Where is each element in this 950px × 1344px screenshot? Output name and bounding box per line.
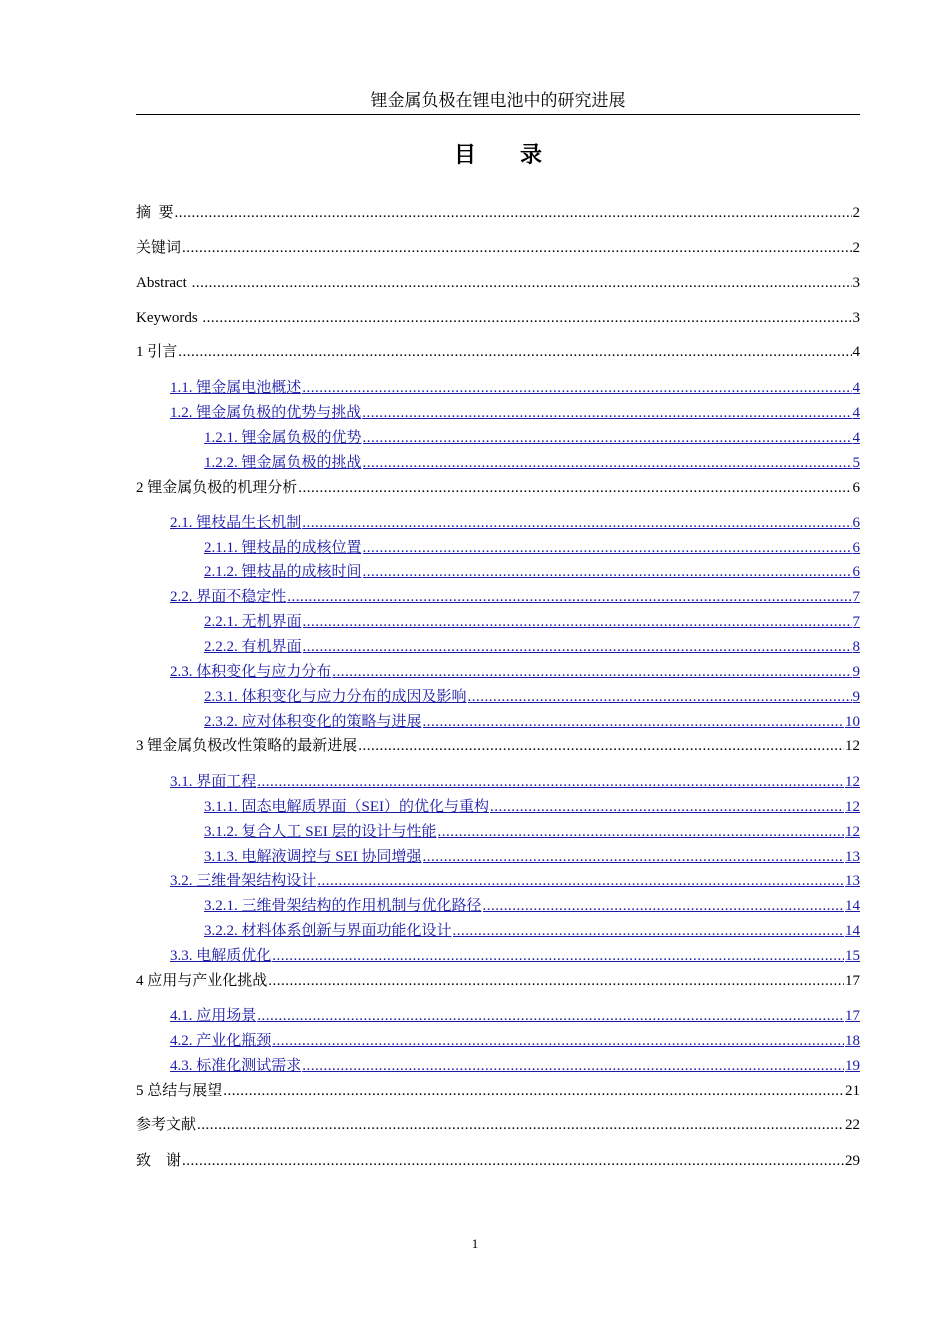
dot-leader [302,1055,844,1077]
toc-entry-label: 摘 要 [136,205,174,221]
toc-entry[interactable] [170,870,860,892]
toc-title: 目录 [453,143,586,168]
toc-entry-page: 8 [852,639,860,655]
toc-entry[interactable] [170,586,860,608]
toc-entry[interactable] [204,846,860,868]
toc-entry[interactable] [170,512,860,534]
toc-entry-label: 3.2.1. 三维骨架结构的作用机制与优化路径 [204,898,482,914]
toc-entry-label: 2.1. 锂枝晶生长机制 [170,515,302,531]
dot-leader [363,561,852,583]
dot-leader [175,202,852,224]
toc-entry-page: 10 [845,714,860,730]
toc-entry-page: 4 [852,344,860,360]
toc-entry [136,1114,860,1136]
toc-entry[interactable] [204,920,860,942]
toc-entry-label: 1 引言 [136,344,178,360]
toc-entry-label: 2.3.2. 应对体积变化的策略与进展 [204,714,422,730]
toc-entry[interactable] [204,821,860,843]
toc-entry-page: 14 [845,923,860,939]
toc-entry-label: 3.2.2. 材料体系创新与界面功能化设计 [204,923,452,939]
toc-entry-page: 13 [845,873,860,889]
toc-entry-label: 1.2. 锂金属负极的优势与挑战 [170,405,362,421]
toc-entry[interactable] [204,796,860,818]
dot-leader [317,870,844,892]
toc-entry-label: Keywords [136,310,202,326]
toc-entry-label: 2.2.2. 有机界面 [204,639,302,655]
toc-entry[interactable] [170,945,860,967]
toc-entry[interactable] [204,636,860,658]
dot-leader [178,341,851,363]
toc-entry [136,341,860,363]
toc-entry[interactable] [204,452,860,474]
toc-entry[interactable] [204,895,860,917]
toc-entry[interactable] [170,1055,860,1077]
toc-entry-page: 19 [845,1058,860,1074]
dot-leader [287,586,851,608]
dot-leader [202,307,851,329]
toc-entry[interactable] [170,402,860,424]
dot-leader [332,661,851,683]
toc-entry-label: 2.2.1. 无机界面 [204,614,302,630]
toc-entry-label: 1.2.2. 锂金属负极的挑战 [204,455,362,471]
toc-entry-page: 15 [845,948,860,964]
dot-leader [423,711,844,733]
toc-entry-label: 2.1.1. 锂枝晶的成核位置 [204,540,362,556]
dot-leader [363,452,852,474]
toc-entry-label: 3.3. 电解质优化 [170,948,272,964]
toc-entry[interactable] [170,771,860,793]
toc-entry-page: 17 [845,973,860,989]
toc-entry[interactable] [170,377,860,399]
toc-entry-page: 12 [845,774,860,790]
toc-entry [136,272,860,294]
dot-leader [272,1030,844,1052]
dot-leader [483,895,844,917]
toc-entry-label: 3 锂金属负极改性策略的最新进展 [136,738,358,754]
toc-entry-page: 4 [852,380,860,396]
toc-entry-label: 4 应用与产业化挑战 [136,973,268,989]
dot-leader [182,1150,844,1172]
toc-entry-label: 2.3. 体积变化与应力分布 [170,664,332,680]
toc-entry-page: 4 [852,405,860,421]
dot-leader [303,636,852,658]
toc-entry-label: 致 谢 [136,1153,182,1169]
toc-entry [136,1080,860,1102]
dot-leader [257,771,844,793]
toc-entry-label: Abstract [136,275,191,291]
toc-entry-page: 5 [852,455,860,471]
toc-entry-label: 2.2. 界面不稳定性 [170,589,287,605]
toc-entry[interactable] [204,611,860,633]
toc-entry-page: 9 [852,689,860,705]
toc-entry-page: 6 [852,480,860,496]
toc-entry-page: 4 [852,430,860,446]
toc-entry[interactable] [170,661,860,683]
toc-entry-page: 12 [845,799,860,815]
dot-leader [197,1114,844,1136]
toc-entry-label: 参考文献 [136,1117,197,1133]
toc-entry-page: 12 [845,824,860,840]
toc-entry-page: 29 [845,1153,860,1169]
toc-entry [136,237,860,259]
page-number: 1 [471,1236,479,1251]
running-header: 锂金属负极在锂电池中的研究进展 [136,88,860,115]
toc-entry-page: 2 [852,205,860,221]
toc-entry [136,202,860,224]
toc-entry[interactable] [204,686,860,708]
dot-leader [272,945,844,967]
dot-leader [453,920,844,942]
toc-entry-page: 9 [852,664,860,680]
dot-leader [468,686,852,708]
toc-entry-page: 6 [852,515,860,531]
toc-entry-label: 4.2. 产业化瓶颈 [170,1033,272,1049]
toc-entry-page: 3 [852,310,860,326]
toc-entry-label: 3.1.1. 固态电解质界面（SEI）的优化与重构 [204,799,490,815]
toc-entry [136,735,860,757]
toc-entry-page: 2 [852,240,860,256]
toc-entry[interactable] [204,427,860,449]
dot-leader [303,611,852,633]
toc-entry-page: 21 [845,1083,860,1099]
dot-leader [363,427,852,449]
toc-entry-page: 7 [852,589,860,605]
dot-leader [362,402,851,424]
toc-entry[interactable] [204,561,860,583]
toc-entry-page: 6 [852,540,860,556]
toc-entry-label: 3.2. 三维骨架结构设计 [170,873,317,889]
toc-entry-label: 1.2.1. 锂金属负极的优势 [204,430,362,446]
toc-entry [136,970,860,992]
dot-leader [490,796,844,818]
toc-entry-label: 2.1.2. 锂枝晶的成核时间 [204,564,362,580]
toc-entry-page: 6 [852,564,860,580]
dot-leader [223,1080,844,1102]
toc-entry-page: 13 [845,849,860,865]
toc-entry[interactable] [170,1030,860,1052]
toc-entry-page: 14 [845,898,860,914]
toc-entry-label: 2.3.1. 体积变化与应力分布的成因及影响 [204,689,467,705]
toc-entry-page: 7 [852,614,860,630]
toc-entry-label: 4.3. 标准化测试需求 [170,1058,302,1074]
toc-entry-page: 3 [852,275,860,291]
dot-leader [358,735,844,757]
toc-entry-page: 12 [845,738,860,754]
dot-leader [438,821,844,843]
toc-entry-label: 1.1. 锂金属电池概述 [170,380,302,396]
dot-leader [302,377,851,399]
toc-entry[interactable] [204,711,860,733]
toc-entry[interactable] [204,537,860,559]
dot-leader [302,512,851,534]
dot-leader [268,970,844,992]
dot-leader [192,272,852,294]
dot-leader [298,477,851,499]
toc-entry-page: 18 [845,1033,860,1049]
toc-entry[interactable] [170,1005,860,1027]
toc-entry-label: 3.1.3. 电解液调控与 SEI 协同增强 [204,849,422,865]
toc-entry-label: 3.1.2. 复合人工 SEI 层的设计与性能 [204,824,437,840]
toc-entry-page: 17 [845,1008,860,1024]
toc-entry [136,477,860,499]
toc-entry-label: 2 锂金属负极的机理分析 [136,480,298,496]
toc-entry-label: 5 总结与展望 [136,1083,223,1099]
toc-entry-label: 3.1. 界面工程 [170,774,257,790]
toc-entry-label: 4.1. 应用场景 [170,1008,257,1024]
toc-entry [136,1150,860,1172]
toc-entry-label: 关键词 [136,240,182,256]
dot-leader [423,846,844,868]
toc-entry-page: 22 [845,1117,860,1133]
dot-leader [363,537,852,559]
toc-entry [136,307,860,329]
dot-leader [182,237,851,259]
dot-leader [257,1005,844,1027]
